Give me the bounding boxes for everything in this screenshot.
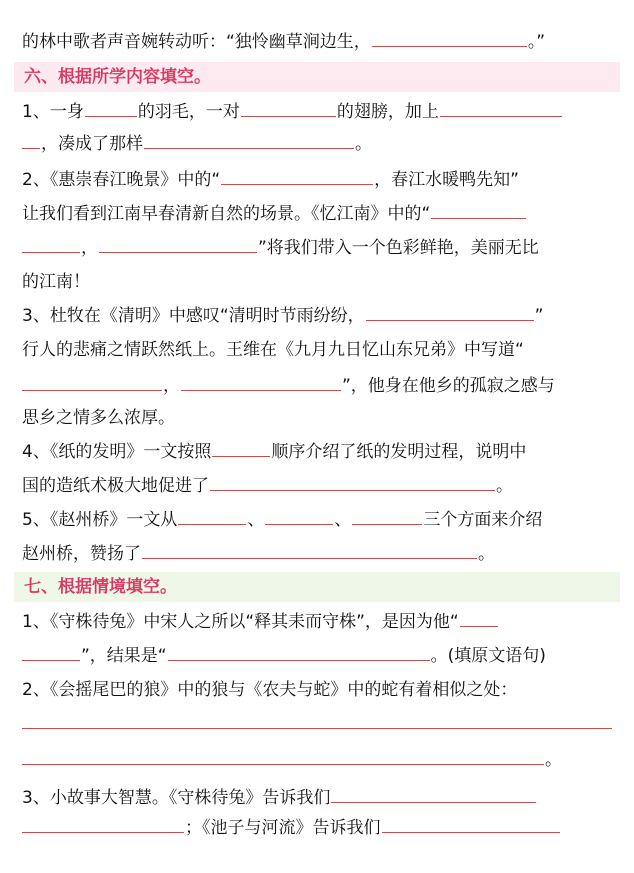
question-6-2-cont xyxy=(22,232,612,264)
answer-blank[interactable] xyxy=(22,642,80,661)
answer-blank[interactable] xyxy=(22,234,80,253)
question-6-4-cont xyxy=(22,470,612,502)
answer-blank[interactable] xyxy=(382,814,560,833)
text: 思乡之情多么浓厚。 xyxy=(22,408,175,428)
answer-blank[interactable] xyxy=(241,98,336,117)
text: 。 xyxy=(478,544,495,564)
question-7-3 xyxy=(22,782,612,814)
question-6-2 xyxy=(22,164,612,196)
text: 3、小故事大智慧。《守株待兔》告诉我们 xyxy=(22,788,331,808)
answer-blank[interactable] xyxy=(212,438,270,457)
question-6-1 xyxy=(22,96,612,128)
answer-blank[interactable] xyxy=(144,130,354,149)
answer-blank[interactable] xyxy=(265,506,333,525)
question-6-3 xyxy=(22,300,612,332)
text: 2、《会摇尾巴的狼》中的狼与《农夫与蛇》中的蛇有着相似之处： xyxy=(22,680,518,700)
text: 顺序介绍了纸的发明过程，说明中 xyxy=(271,442,527,462)
section-heading-7: 七、根据情境填空。 xyxy=(14,572,620,602)
text: 4、《纸的发明》一文按照 xyxy=(22,442,212,462)
answer-blank[interactable] xyxy=(366,302,534,321)
text: ， xyxy=(81,238,98,258)
question-7-1-cont xyxy=(22,640,612,672)
text: 1、一身 xyxy=(22,102,84,122)
text: ，春江水暖鸭先知” xyxy=(374,170,519,190)
text: 的羽毛，一对 xyxy=(137,102,240,122)
question-6-2-cont xyxy=(22,266,612,298)
answer-blank[interactable] xyxy=(22,130,40,149)
text: ”，结果是“ xyxy=(81,646,167,666)
text: 3、杜牧在《清明》中感叹“清明时节雨纷纷， xyxy=(22,306,365,326)
text: ， xyxy=(163,376,180,396)
text: 。 xyxy=(496,476,513,496)
answer-blank[interactable] xyxy=(352,506,422,525)
text: 让我们看到江南早春清新自然的场景。《忆江南》中的“ xyxy=(22,204,431,224)
text: 。(填原文语句) xyxy=(430,646,546,666)
question-6-3-cont xyxy=(22,402,612,434)
answer-blank[interactable] xyxy=(372,28,527,47)
answer-blank[interactable] xyxy=(440,98,562,117)
question-6-4 xyxy=(22,436,612,468)
answer-blank[interactable] xyxy=(460,608,498,627)
answer-blank[interactable] xyxy=(22,372,162,391)
answer-blank[interactable] xyxy=(22,746,544,765)
answer-blank[interactable] xyxy=(142,540,477,559)
question-7-2 xyxy=(22,674,612,706)
text: 的林中歌者声音婉转动听：“独怜幽草涧边生， xyxy=(22,32,371,52)
text: ；《池子与河流》告诉我们 xyxy=(185,818,381,838)
answer-blank[interactable] xyxy=(221,166,373,185)
text: 。 xyxy=(545,750,562,770)
text: ”，他身在他乡的孤寂之感与 xyxy=(342,376,555,396)
text: ”将我们带入一个色彩鲜艳，美丽无比 xyxy=(258,238,539,258)
text: 2、《惠崇春江晚景》中的“ xyxy=(22,170,221,190)
section-heading-6: 六、根据所学内容填空。 xyxy=(14,62,620,92)
answer-blank[interactable] xyxy=(168,642,430,661)
text: 。” xyxy=(527,32,546,52)
text: 国的造纸术极大地促进了 xyxy=(22,476,209,496)
answer-blank[interactable] xyxy=(431,200,526,219)
answer-blank[interactable] xyxy=(85,98,137,117)
text: 的江南！ xyxy=(22,272,90,292)
text: 。 xyxy=(355,134,372,154)
text: 赵州桥，赞扬了 xyxy=(22,544,141,564)
question-6-5-cont xyxy=(22,538,612,570)
text: 的翅膀，加上 xyxy=(336,102,439,122)
text: 行人的悲痛之情跃然纸上。王维在《九月九日忆山东兄弟》中写道“ xyxy=(22,340,524,360)
question-7-3-cont xyxy=(22,812,612,844)
question-6-2-cont xyxy=(22,198,612,230)
question-7-1 xyxy=(22,606,612,638)
answer-blank[interactable] xyxy=(210,472,495,491)
answer-blank[interactable] xyxy=(99,234,257,253)
text: 1、《守株待兔》中宋人之所以“释其耒而守株”，是因为他“ xyxy=(22,612,459,632)
answer-blank[interactable] xyxy=(22,814,184,833)
question-6-5 xyxy=(22,504,612,536)
question-6-3-cont xyxy=(22,370,612,402)
text: 、 xyxy=(247,510,265,530)
text: ” xyxy=(534,306,544,326)
answer-blank[interactable] xyxy=(331,784,536,803)
text-line xyxy=(22,26,612,58)
question-7-2-cont xyxy=(22,744,612,776)
question-6-1-cont xyxy=(22,128,612,160)
answer-blank[interactable] xyxy=(181,372,341,391)
text: 三个方面来介绍 xyxy=(423,510,543,530)
text: 5、《赵州桥》一文从 xyxy=(22,510,178,530)
answer-blank[interactable] xyxy=(178,506,246,525)
question-6-3-cont xyxy=(22,334,612,366)
answer-line-full[interactable] xyxy=(22,728,612,729)
text: 、 xyxy=(334,510,352,530)
text: ，凑成了那样 xyxy=(41,134,143,154)
